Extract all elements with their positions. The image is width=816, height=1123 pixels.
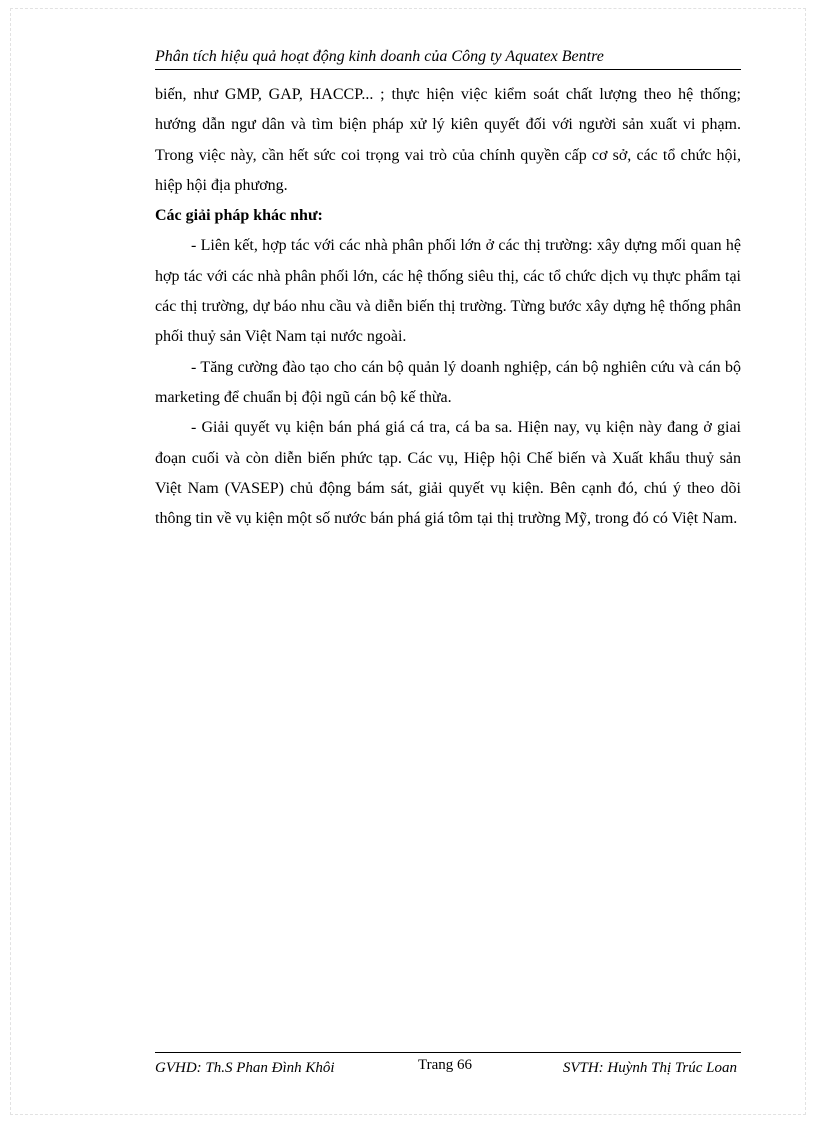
intro-paragraph: biến, như GMP, GAP, HACCP... ; thực hiện việc kiểm soát chất lượng theo hệ thống; hướng dẫn ngư dân và tìm biện pháp xử lý kiên quyết đối với người sản xuất vi phạm. Trong việc này, cần hết sức coi trọng vai trò của chính quyền cấp cơ sở, các tổ chức hội, hiệp hội địa phương.	[155, 86, 741, 194]
footer-student: SVTH: Huỳnh Thị Trúc Loan	[562, 1060, 737, 1076]
page-header	[155, 46, 741, 70]
header-title: Phân tích hiệu quả hoạt động kinh doanh của Công ty Aquatex Bentre	[155, 48, 604, 65]
document-body	[155, 80, 741, 534]
list-item: - Tăng cường đào tạo cho cán bộ quản lý doanh nghiệp, cán bộ nghiên cứu và cán bộ marketing để chuẩn bị đội ngũ cán bộ kế thừa.	[155, 358, 741, 406]
list-item: - Liên kết, hợp tác với các nhà phân phối lớn ở các thị trường: xây dựng mối quan hệ hợp tác với các nhà phân phối lớn, các hệ thống siêu thị, các tổ chức dịch vụ thực phẩm tại các thị trường, dự báo nhu cầu và diễn biến thị trường. Từng bước xây dựng hệ thống phân phối thuỷ sản Việt Nam tại nước ngoài.	[155, 237, 741, 346]
section-subheading: Các giải pháp khác như:	[155, 207, 323, 225]
list-item: - Giải quyết vụ kiện bán phá giá cá tra, cá ba sa. Hiện nay, vụ kiện này đang ở giai đoạn cuối và còn diễn biến phức tạp. Các vụ, Hiệp hội Chế biến và Xuất khẩu thuỷ sản Việt Nam (VASEP) chủ động bám sát, giải quyết vụ kiện. Bên cạnh đó, chú ý theo dõi thông tin về vụ kiện một số nước bán phá giá tôm tại thị trường Mỹ, trong đó có Việt Nam.	[155, 419, 741, 528]
page-footer	[155, 1052, 741, 1082]
page-number: Trang 66	[418, 1057, 473, 1073]
footer-advisor: GVHD: Th.S Phan Đình Khôi	[155, 1060, 335, 1076]
